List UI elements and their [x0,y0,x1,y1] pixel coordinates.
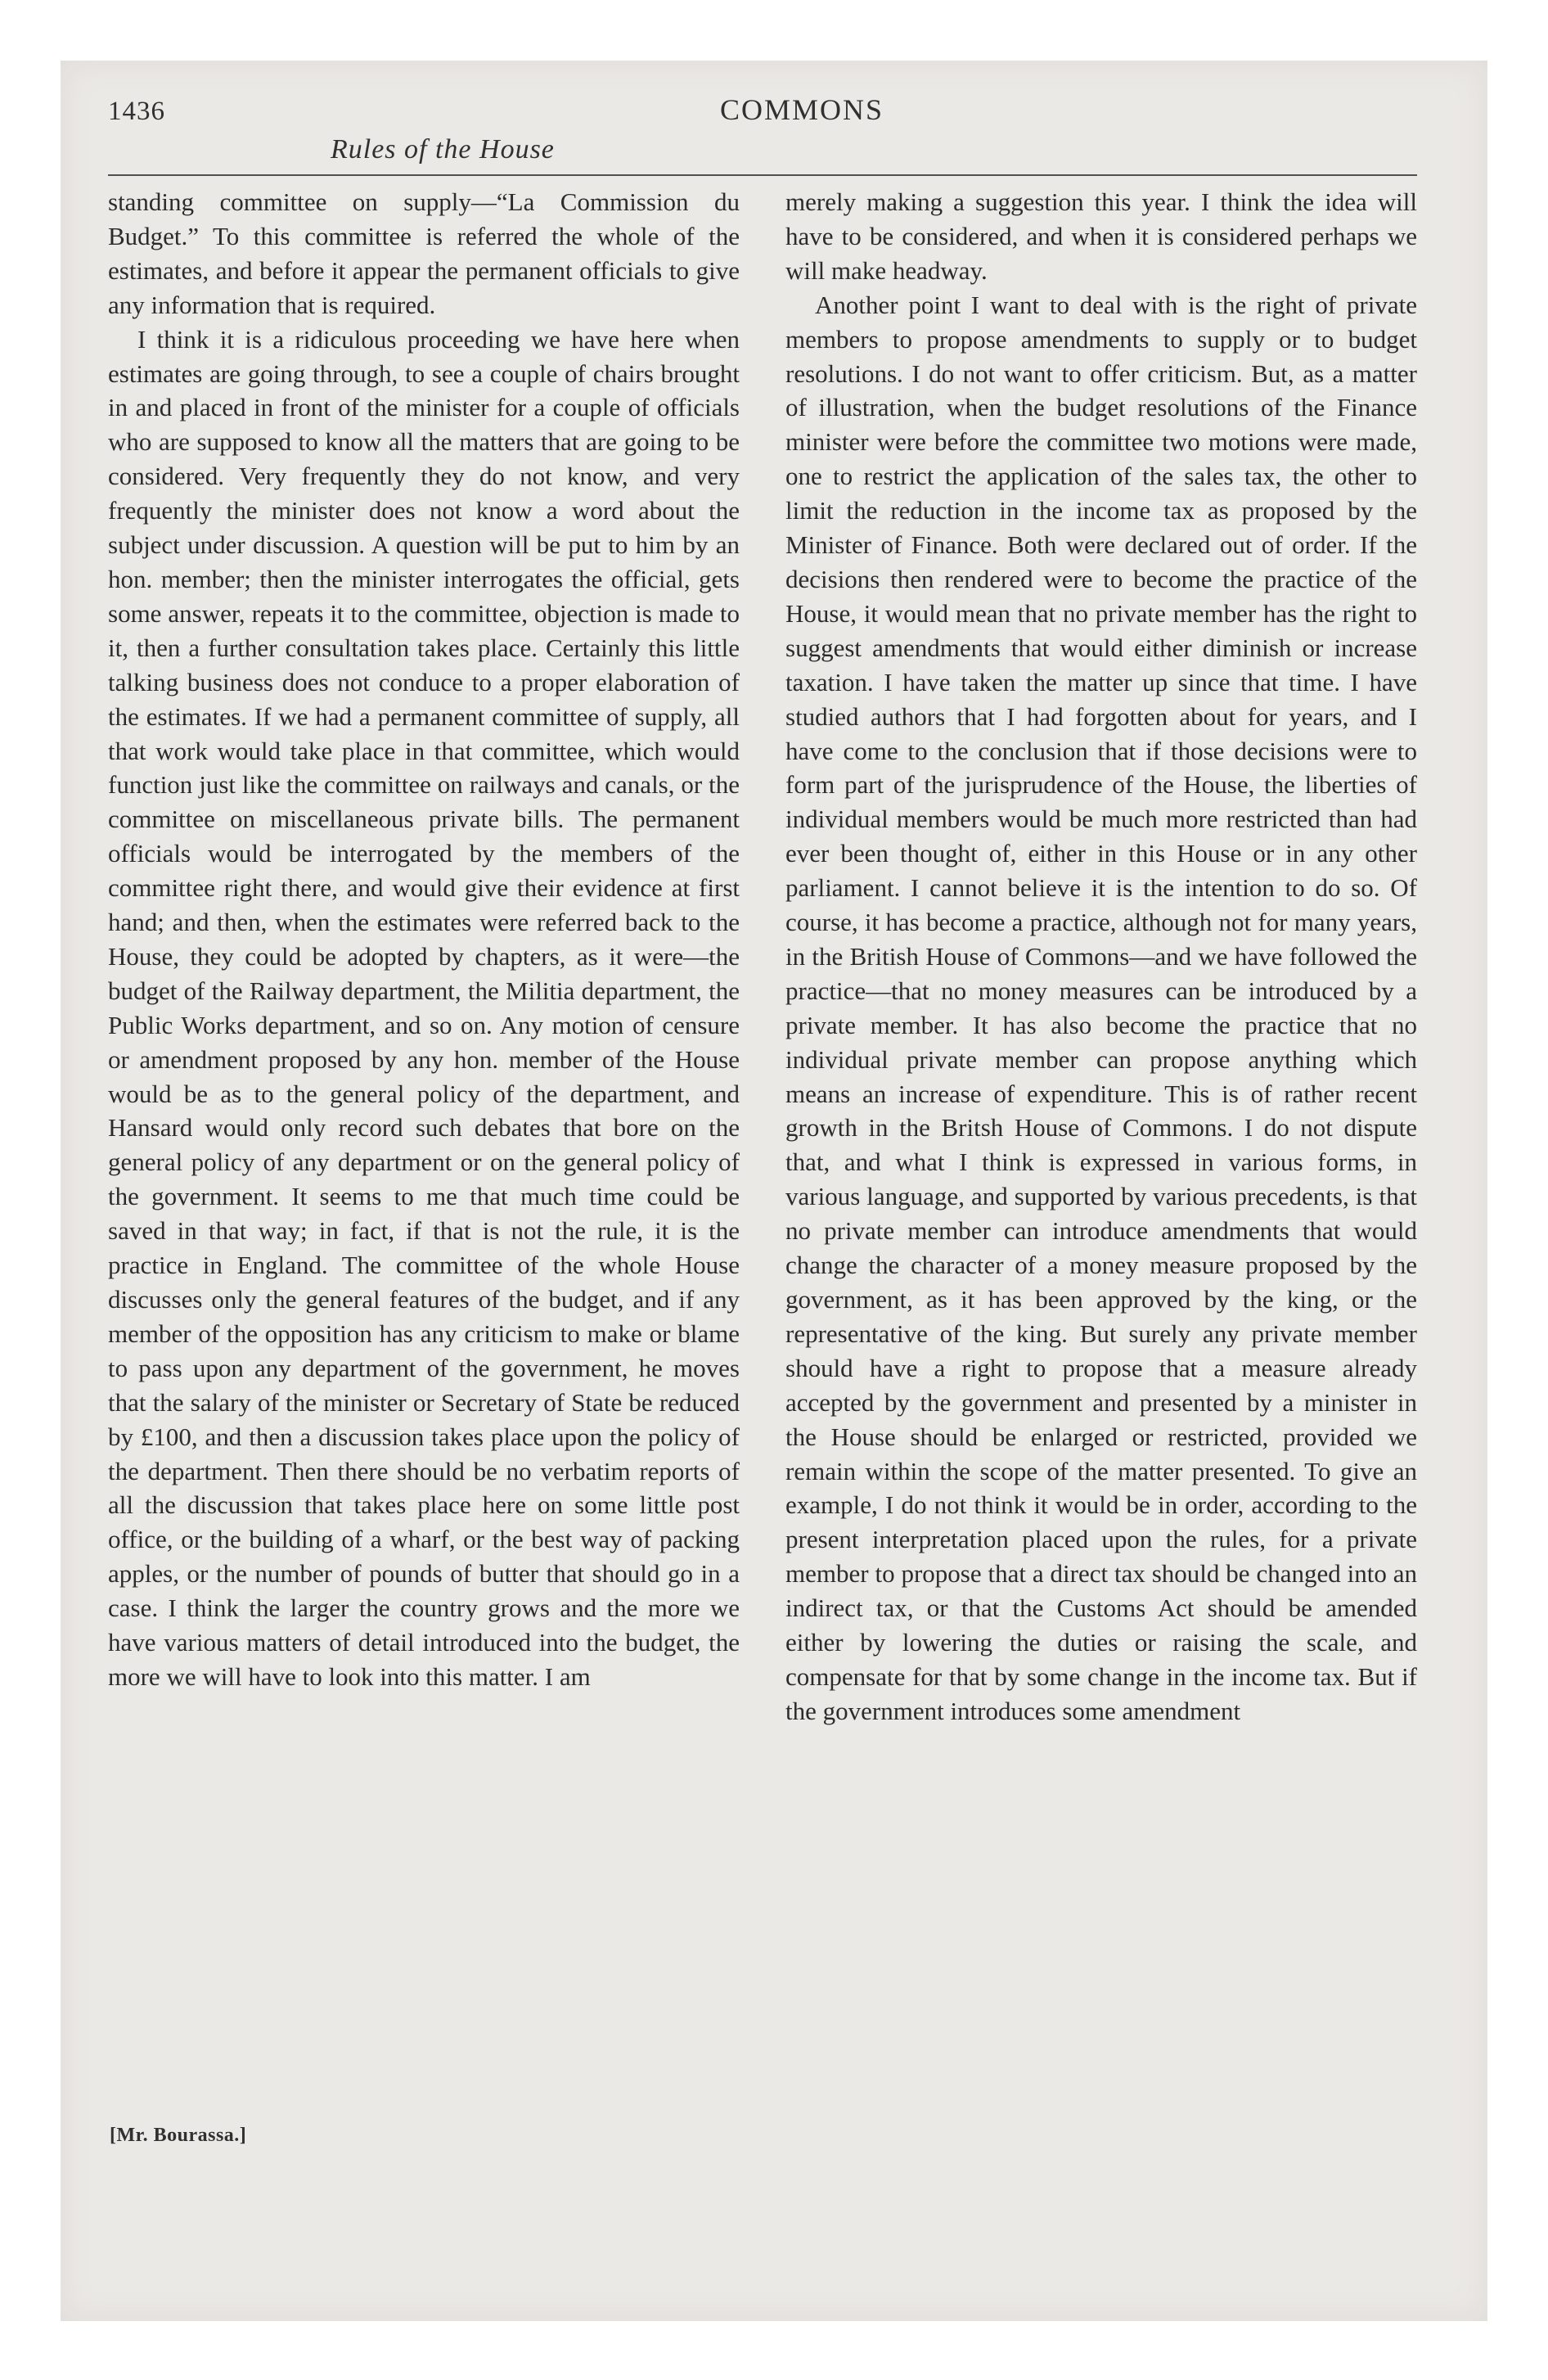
speaker-tag: [Mr. Bourassa.] [110,2125,247,2146]
running-title: COMMONS [720,93,884,126]
paragraph: Another point I want to deal with is the right of private members to propose amendments to supply or to budget resolutions. I do not want to offer criticism. But, as a matter of illustration, when the budget resolutions of the Finance minister were before the committee two motions were made, one to restrict the application of the sales tax, the other to limit the reduction in the income tax as proposed by the Minister of Finance. Both were declared out of order. If the decisions then rendered were to become the practice of the House, it would mean that no private member has the right to suggest amendments that would either diminish or increase taxation. I have taken the matter up since that time. I have studied authors that I had forgotten about for years, and I have come to the conclusion that if those decisions were to form part of the jurisprudence of the House, the liberties of individual members would be much more restricted than had ever been thought of, either in this House or in any other parliament. I cannot believe it is the intention to do so. Of course, it has become a practice, although not for many years, in the British House of Commons—and we have followed the practice—that no money measures can be introduced by a private member. It has also become the practice that no individual private member can propose anything which means an increase of expenditure. This is of rather recent growth in the Britsh House of Commons. I do not dispute that, and what I think is expressed in various forms, in various language, and supported by various precedents, is that no private member can introduce amendments that would change the character of a money measure proposed by the government, as it has been approved by the king, or the representative of the king. But surely any private member should have a right to propose that a measure already accepted by the government and presented by a minister in the House should be enlarged or restricted, provided we remain within the scope of the matter presented. To give an example, I do not think it would be in order, according to the present interpretation placed upon the rules, for a private member to propose that a direct tax should be changed into an indirect tax, or that the Customs Act should be amended either by lowering the duties or raising the scale, and compensate for that by some change in the income tax. But if the government introduces some amendment [785,290,1417,1725]
header-divider [108,174,1417,176]
left-column [108,185,740,1694]
page-number: 1436 [108,97,165,126]
paragraph: merely making a suggestion this year. I think the idea will have to be considered, and when it is considered perhaps we will make headway. [785,187,1417,285]
paragraph: standing committee on supply—“La Commission du Budget.” To this committee is referred the whole of the estimates, and before it appear the permanent officials to give any information that is required. [108,187,740,319]
section-title: Rules of the House [331,134,555,165]
paragraph: I think it is a ridiculous proceeding we have here when estimates are going through, to see a couple of chairs brought in and placed in front of the minister for a couple of officials who are supposed to know all the matters that are going to be considered. Very frequently they do not know, and very frequently the minister does not know a word about the subject under discussion. A question will be put to him by an hon. member; then the minister interrogates the official, gets some answer, repeats it to the committee, objection is made to it, then a further consultation takes place. Certainly this little talking business does not conduce to a proper elaboration of the estimates. If we had a permanent committee of supply, all that work would take place in that committee, which would function just like the committee on railways and canals, or the committee on miscellaneous private bills. The permanent officials would be interrogated by the members of the committee right there, and would give their evidence at first hand; and then, when the estimates were referred back to the House, they could be adopted by chapters, as it were—the budget of the Railway department, the Militia department, the Public Works department, and so on. Any motion of censure or amendment proposed by any hon. member of the House would be as to the general policy of the department, and Hansard would only record such debates that bore on the general policy of any department or on the general policy of the government. It seems to me that much time could be saved in that way; in fact, if that is not the rule, it is the practice in England. The committee of the whole House discusses only the general features of the budget, and if any member of the opposition has any criticism to make or blame to pass upon any department of the government, he moves that the salary of the minister or Secretary of State be reduced by £100, and then a discussion takes place upon the policy of the department. Then there should be no verbatim reports of all the discussion that takes place here on some little post office, or the building of a wharf, or the best way of packing apples, or the number of pounds of butter that should go in a case. I think the larger the country grows and the more we have various matters of detail introduced into the budget, the more we will have to look into this matter. I am [108,324,740,1691]
right-column [785,185,1417,1729]
